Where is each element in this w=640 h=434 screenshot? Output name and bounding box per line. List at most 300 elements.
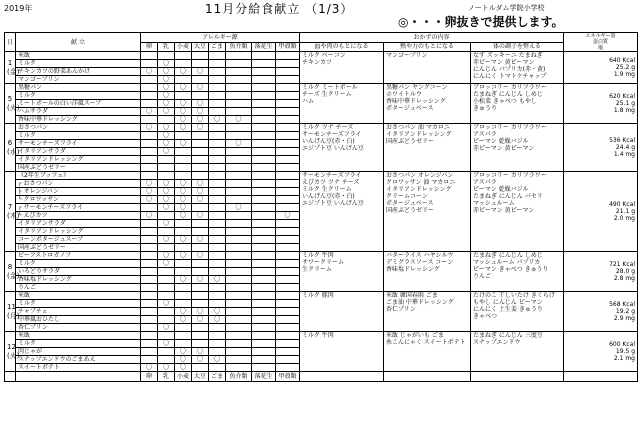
menu-item: 香味中華ドレッシング — [16, 116, 141, 124]
allergen-mark — [158, 172, 175, 180]
allergen-mark — [252, 188, 276, 196]
table-row — [5, 252, 638, 260]
day-cell: 6 (水) — [5, 124, 16, 172]
allergen-mark — [226, 68, 252, 76]
allergen-mark — [158, 212, 175, 220]
allergen-mark — [141, 308, 158, 316]
allergen-header: 落花生 — [252, 42, 276, 52]
allergen-mark — [141, 60, 158, 68]
allergen-mark — [158, 348, 175, 356]
allergen-mark: 〇 — [175, 108, 192, 116]
allergen-mark — [141, 172, 158, 180]
page-header — [0, 0, 640, 36]
menu-header: 献 立 — [16, 33, 141, 52]
allergen-mark — [226, 300, 252, 308]
allergen-mark — [276, 332, 300, 340]
allergen-mark: 〇 — [158, 132, 175, 140]
allergen-mark — [141, 332, 158, 340]
allergen-mark: 〇 — [192, 212, 209, 220]
allergen-mark — [226, 268, 252, 276]
green-group-foods: なす ズッキーニ たまねぎ 赤ピーマン 黄ピーマン にんじん パプリカ(赤・黄) にんにく トマトケチャップ — [471, 52, 564, 84]
menu-item: チャプチェ — [16, 308, 141, 316]
yellow-group-foods: マンゴープリン — [384, 52, 471, 84]
allergen-mark — [276, 68, 300, 76]
allergen-mark — [252, 76, 276, 84]
allergen-mark: 〇 — [192, 108, 209, 116]
allergen-mark — [192, 140, 209, 148]
allergen-mark — [226, 188, 252, 196]
yellow-group-foods: 米飯 じゃがいも ごま 糸こんにゃく スイートポテト — [384, 332, 471, 372]
allergen-mark — [141, 220, 158, 228]
allergen-mark — [252, 268, 276, 276]
allergen-mark — [226, 92, 252, 100]
menu-item: 中華風おひたし — [16, 316, 141, 324]
allergen-mark — [252, 324, 276, 332]
allergen-mark — [252, 364, 276, 372]
allergen-mark — [252, 100, 276, 108]
allergen-mark — [209, 132, 226, 140]
allergen-mark — [141, 252, 158, 260]
allergen-mark — [141, 156, 158, 164]
day-cell: 1 (金) — [5, 52, 16, 84]
allergen-mark — [226, 172, 252, 180]
allergen-mark — [276, 148, 300, 156]
menu-item: ミルク — [16, 60, 141, 68]
menu-item: コーンポタージュスープ — [16, 236, 141, 244]
menu-item: 《2年生ブッフェ》 — [16, 172, 141, 180]
allergen-mark — [192, 132, 209, 140]
allergen-mark: 〇 — [175, 316, 192, 324]
allergen-mark — [252, 108, 276, 116]
allergen-mark — [158, 228, 175, 236]
allergen-mark — [192, 220, 209, 228]
menu-item: マンゴープリン — [16, 76, 141, 84]
allergen-mark — [158, 244, 175, 252]
allergen-mark — [276, 324, 300, 332]
menu-item: ビーフストロガノフ — [16, 252, 141, 260]
allergen-mark — [226, 276, 252, 284]
allergen-mark: 〇 — [192, 84, 209, 92]
menu-table — [4, 32, 638, 382]
menu-item: ┌ おさつパン — [16, 180, 141, 188]
allergen-mark — [252, 212, 276, 220]
allergen-mark — [252, 340, 276, 348]
allergen-mark — [226, 324, 252, 332]
menu-item: 米飯 — [16, 292, 141, 300]
table-row — [5, 84, 638, 92]
red-group-foods: サーモンチーズフライ えびカツ ツナ チーズ ミルク 生クリーム いんげん豆(赤・白) エジプト豆 いんげん豆 — [300, 172, 384, 252]
menu-item: いろどりサラダ — [16, 268, 141, 276]
yellow-group-foods: おさつパン オレンジパン クロワッサン 油 マカロニ イタリアンドレッシング クリームコーン ポタージュベース 国産ぶどうゼリー — [384, 172, 471, 252]
allergen-mark: 〇 — [192, 348, 209, 356]
allergen-mark — [276, 260, 300, 268]
energy-value: 721 Kcal 28.0 g 2.8 mg — [564, 252, 638, 292]
allergen-mark — [252, 236, 276, 244]
allergen-mark — [226, 356, 252, 364]
allergen-mark: 〇 — [158, 236, 175, 244]
table-row — [5, 172, 638, 180]
allergen-mark: 〇 — [158, 180, 175, 188]
allergen-mark — [276, 284, 300, 292]
allergen-mark — [276, 268, 300, 276]
menu-item: イタリアンサラダ — [16, 148, 141, 156]
allergen-mark — [276, 244, 300, 252]
allergen-mark — [226, 340, 252, 348]
allergen-mark — [209, 68, 226, 76]
allergen-mark — [158, 164, 175, 172]
allergen-mark — [252, 140, 276, 148]
allergen-mark — [175, 164, 192, 172]
energy-value: 640 Kcal 25.2 g 1.9 mg — [564, 52, 638, 84]
menu-item: ミルク — [16, 340, 141, 348]
allergen-mark — [276, 220, 300, 228]
allergen-mark — [192, 204, 209, 212]
allergen-mark — [276, 316, 300, 324]
allergen-mark — [252, 300, 276, 308]
allergen-mark — [209, 164, 226, 172]
allergen-mark: 〇 — [158, 68, 175, 76]
allergen-mark — [209, 332, 226, 340]
allergen-mark — [252, 356, 276, 364]
allergen-mark — [252, 276, 276, 284]
allergen-mark: 〇 — [209, 276, 226, 284]
allergen-mark — [276, 60, 300, 68]
allergen-mark — [209, 252, 226, 260]
allergen-mark — [175, 52, 192, 60]
allergen-mark — [252, 68, 276, 76]
allergen-mark — [226, 180, 252, 188]
allergen-mark — [252, 172, 276, 180]
allergen-mark — [276, 340, 300, 348]
allergen-mark: 〇 — [158, 324, 175, 332]
allergen-mark — [209, 228, 226, 236]
allergen-mark — [209, 268, 226, 276]
allergen-mark — [276, 52, 300, 60]
allergen-mark — [252, 292, 276, 300]
menu-item: 杏仁プリン — [16, 324, 141, 332]
allergen-mark — [192, 292, 209, 300]
allergen-footer: 魚介類 — [226, 372, 252, 382]
allergen-mark: 〇 — [158, 60, 175, 68]
allergen-mark: 〇 — [141, 180, 158, 188]
red-group-foods: ミルク 牛肉 サワークリーム 生クリーム — [300, 252, 384, 292]
red-group-foods: ミルク 豚肉 — [300, 292, 384, 332]
allergen-mark — [175, 300, 192, 308]
allergen-mark — [209, 172, 226, 180]
allergen-header: ごま — [209, 42, 226, 52]
allergen-mark — [226, 124, 252, 132]
allergen-mark — [192, 244, 209, 252]
allergen-mark — [226, 76, 252, 84]
allergen-mark — [141, 52, 158, 60]
contents-header: おかずの内容 — [300, 33, 564, 43]
allergen-mark: 〇 — [175, 276, 192, 284]
allergen-mark — [175, 260, 192, 268]
allergen-mark — [175, 156, 192, 164]
allergen-mark — [209, 124, 226, 132]
allergen-mark — [141, 356, 158, 364]
allergen-mark: 〇 — [192, 308, 209, 316]
allergen-mark — [276, 308, 300, 316]
allergen-mark — [209, 92, 226, 100]
allergen-mark: 〇 — [141, 124, 158, 132]
allergen-mark — [276, 188, 300, 196]
allergen-mark: 〇 — [158, 252, 175, 260]
allergen-header: 小麦 — [175, 42, 192, 52]
allergen-mark — [141, 116, 158, 124]
allergen-mark — [158, 332, 175, 340]
allergen-mark — [276, 180, 300, 188]
allergen-mark — [158, 308, 175, 316]
allergy-header: アレルギー源 — [141, 33, 300, 43]
menu-item: 黒糖パン — [16, 84, 141, 92]
allergen-mark — [192, 340, 209, 348]
allergen-mark — [209, 140, 226, 148]
allergen-mark: 〇 — [158, 108, 175, 116]
allergen-mark — [158, 276, 175, 284]
allergen-mark — [226, 236, 252, 244]
allergen-mark — [226, 252, 252, 260]
allergen-mark — [209, 156, 226, 164]
allergen-mark — [252, 308, 276, 316]
allergen-mark — [209, 52, 226, 60]
allergen-mark — [252, 332, 276, 340]
allergen-mark: 〇 — [226, 140, 252, 148]
menu-item: りんご — [16, 284, 141, 292]
day-cell: 11 (月) — [5, 292, 16, 332]
allergen-mark — [192, 164, 209, 172]
allergen-footer: 落花生 — [252, 372, 276, 382]
allergen-mark: 〇 — [226, 116, 252, 124]
allergen-mark — [276, 276, 300, 284]
allergen-mark: 〇 — [141, 68, 158, 76]
menu-item: 国産ぶどうゼリー — [16, 164, 141, 172]
allergen-mark — [252, 260, 276, 268]
allergen-mark — [252, 124, 276, 132]
allergen-mark: 〇 — [158, 220, 175, 228]
day-cell: 5 (火) — [5, 84, 16, 124]
allergen-mark — [209, 196, 226, 204]
allergen-mark: 〇 — [192, 100, 209, 108]
menu-item: ハムサラダ — [16, 108, 141, 116]
allergen-mark — [276, 236, 300, 244]
allergen-mark — [252, 196, 276, 204]
allergen-mark — [141, 316, 158, 324]
allergen-mark: 〇 — [192, 180, 209, 188]
allergen-mark: 〇 — [192, 188, 209, 196]
table-row — [5, 52, 638, 60]
allergen-mark — [141, 268, 158, 276]
menu-item: チキンカツの野菜あんかけ — [16, 68, 141, 76]
allergen-mark — [276, 292, 300, 300]
allergen-mark — [175, 284, 192, 292]
allergen-mark: 〇 — [158, 196, 175, 204]
allergen-mark — [209, 148, 226, 156]
allergen-mark — [141, 236, 158, 244]
allergen-mark: 〇 — [158, 100, 175, 108]
allergen-mark: 〇 — [158, 140, 175, 148]
page-title: 11月分給食献立 （1/3） — [205, 2, 354, 16]
allergen-mark — [252, 52, 276, 60]
allergen-mark — [252, 316, 276, 324]
allergen-mark — [226, 220, 252, 228]
allergen-mark: 〇 — [158, 364, 175, 372]
allergen-mark — [192, 268, 209, 276]
allergen-mark: 〇 — [158, 148, 175, 156]
nutrient-group-header: 体の調子を整える — [471, 42, 564, 52]
allergen-header: 甲殻類 — [276, 42, 300, 52]
allergen-mark — [226, 100, 252, 108]
allergen-mark: 〇 — [192, 124, 209, 132]
allergen-mark — [226, 108, 252, 116]
allergen-mark — [276, 140, 300, 148]
allergen-mark — [158, 284, 175, 292]
allergen-mark — [226, 164, 252, 172]
allergen-mark: 〇 — [175, 212, 192, 220]
allergen-mark — [252, 220, 276, 228]
allergen-mark: 〇 — [175, 236, 192, 244]
allergen-mark — [175, 60, 192, 68]
allergen-mark — [175, 172, 192, 180]
allergen-mark: 〇 — [175, 140, 192, 148]
allergen-mark — [209, 260, 226, 268]
allergen-mark — [276, 116, 300, 124]
allergen-mark — [276, 356, 300, 364]
red-group-foods: ミルク ツナ チーズ サーモンチーズフライ いんげん豆(赤・白) エジプト豆 いんげん豆 — [300, 124, 384, 172]
allergen-mark — [252, 244, 276, 252]
allergen-mark — [141, 140, 158, 148]
menu-item: イタリアンドレッシング — [16, 228, 141, 236]
allergen-mark: 〇 — [158, 340, 175, 348]
menu-item: 米飯 — [16, 332, 141, 340]
allergen-mark — [192, 364, 209, 372]
allergen-footer: 小麦 — [175, 372, 192, 382]
allergen-mark — [141, 260, 158, 268]
allergen-mark — [141, 204, 158, 212]
allergen-mark: 〇 — [175, 252, 192, 260]
allergen-mark — [226, 348, 252, 356]
allergen-mark: 〇 — [175, 308, 192, 316]
allergen-mark — [226, 332, 252, 340]
allergen-mark — [276, 348, 300, 356]
energy-value: 490 Kcal 21.1 g 2.0 mg — [564, 172, 638, 252]
allergen-mark — [141, 300, 158, 308]
allergen-mark: 〇 — [192, 316, 209, 324]
allergen-mark — [209, 100, 226, 108]
allergen-mark — [175, 228, 192, 236]
allergen-mark — [276, 84, 300, 92]
allergen-mark — [276, 124, 300, 132]
allergen-mark — [192, 60, 209, 68]
allergen-mark — [226, 244, 252, 252]
nutrient-group-header: 血や肉のもとになる — [300, 42, 384, 52]
allergen-mark — [209, 236, 226, 244]
allergen-mark — [276, 204, 300, 212]
allergen-mark: 〇 — [192, 356, 209, 364]
allergen-mark — [226, 60, 252, 68]
allergen-mark — [226, 316, 252, 324]
nutrient-group-header: 熱や力のもとになる — [384, 42, 471, 52]
allergen-mark: 〇 — [226, 204, 252, 212]
allergen-mark: 〇 — [209, 316, 226, 324]
allergen-mark: 〇 — [175, 100, 192, 108]
allergen-mark: 〇 — [141, 212, 158, 220]
allergen-mark — [226, 156, 252, 164]
allergen-mark — [192, 148, 209, 156]
allergen-mark — [276, 156, 300, 164]
menu-item: 香味塩ドレッシング — [16, 276, 141, 284]
allergen-mark — [276, 132, 300, 140]
allergen-mark — [252, 60, 276, 68]
allergen-mark — [209, 300, 226, 308]
table-row — [5, 292, 638, 300]
red-group-foods: ミルク 牛肉 — [300, 332, 384, 372]
allergen-footer: 大豆 — [192, 372, 209, 382]
allergen-mark — [252, 84, 276, 92]
allergen-mark: 〇 — [158, 92, 175, 100]
allergen-footer: ごま — [209, 372, 226, 382]
allergen-mark — [209, 292, 226, 300]
allergen-mark — [175, 268, 192, 276]
allergen-mark: 〇 — [209, 356, 226, 364]
menu-item: ミートボールの白い洋風スープ — [16, 100, 141, 108]
allergen-mark — [158, 52, 175, 60]
menu-item: ミルク — [16, 300, 141, 308]
table-row — [5, 124, 638, 132]
allergen-mark: 〇 — [175, 196, 192, 204]
yellow-group-foods: 米飯 韓国春雨 ごま ごま油 中華ドレッシング 杏仁プリン — [384, 292, 471, 332]
allergen-mark — [276, 228, 300, 236]
allergen-mark — [192, 76, 209, 84]
menu-item: ミルク — [16, 260, 141, 268]
allergen-mark — [158, 268, 175, 276]
egg-free-note: ◎・・・卵抜きで提供します。 — [398, 15, 564, 29]
green-group-foods: たまねぎ にんじん 三度豆 スナップエンドウ — [471, 332, 564, 372]
allergen-mark — [158, 316, 175, 324]
allergen-mark — [141, 284, 158, 292]
allergen-mark — [192, 52, 209, 60]
allergen-footer: 乳 — [158, 372, 175, 382]
allergen-mark — [252, 348, 276, 356]
allergen-mark: 〇 — [175, 348, 192, 356]
allergen-mark: 〇 — [158, 84, 175, 92]
menu-item: イタリアンサラダ — [16, 220, 141, 228]
green-group-foods: ブロッコリー カリフラワー たまねぎ にんじん しめじ 小松菜 きゃべつ もやし きゅうり — [471, 84, 564, 124]
menu-item: └ えびカツ — [16, 212, 141, 220]
allergen-mark: 〇 — [209, 116, 226, 124]
allergen-mark — [175, 148, 192, 156]
allergen-mark — [252, 284, 276, 292]
allergen-mark — [141, 132, 158, 140]
allergen-mark — [158, 116, 175, 124]
allergen-mark — [175, 244, 192, 252]
allergen-mark — [252, 180, 276, 188]
menu-item: スイートポテト — [16, 364, 141, 372]
allergen-mark — [252, 132, 276, 140]
year-label: 2019年 — [4, 4, 33, 13]
allergen-mark: 〇 — [141, 188, 158, 196]
red-group-foods: ミルク ミートボール チーズ 生クリーム ハム — [300, 84, 384, 124]
allergen-mark — [252, 228, 276, 236]
allergen-mark — [276, 164, 300, 172]
allergen-mark — [192, 156, 209, 164]
energy-value: 600 Kcal 19.5 g 2.1 mg — [564, 332, 638, 372]
allergen-footer: 卵 — [141, 372, 158, 382]
green-group-foods: たけのこ 干しいたけ きくらげ もやし にんじん ピーマン にんにく 土生姜 きゅうり きゃべつ — [471, 292, 564, 332]
day-cell: 8 (金) — [5, 252, 16, 292]
green-group-foods: たまねぎ にんじん しめじ マッシュルーム パプリカ ピーマン きゃべつ きゅうり りんご — [471, 252, 564, 292]
allergen-mark — [276, 172, 300, 180]
